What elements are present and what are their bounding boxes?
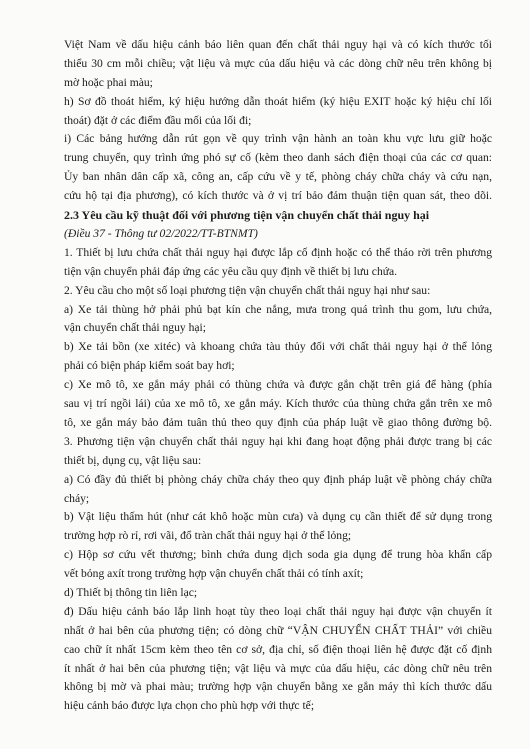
text-line: mờ hoặc phai màu;	[64, 75, 153, 89]
text-line: không bị mờ và phai màu; trường hợp vận chuyển bằng xe gắn máy thì kích thước dấu	[64, 680, 492, 694]
text-line: cứu hộ tại địa phương), có kích thước và ở vị trí bảo đảm thuận tiện quan sát, theo dõi.	[64, 189, 492, 203]
text-line: ít nhất ở hai bên của phương tiện; vật liệu và mực của dấu hiệu, các dòng chữ nêu trên	[64, 661, 492, 675]
text-line: 1. Thiết bị lưu chứa chất thải nguy hại được lắp cố định hoặc có thể tháo rời trên phương	[64, 245, 492, 259]
text-line: d) Thiết bị thông tin liên lạc;	[64, 586, 198, 600]
section-heading: 2.3 Yêu cầu kỹ thuật đối với phương tiện vận chuyển chất thải nguy hại	[64, 208, 430, 223]
text-line: hiệu cảnh báo được lựa chọn cho phù hợp với thực tế;	[64, 699, 315, 713]
text-line: 2. Yêu cầu cho một số loại phương tiện vận chuyển chất thải nguy hại như sau:	[64, 283, 431, 297]
text-line: b) Vật liệu thấm hút (như cát khô hoặc mùn cưa) và dụng cụ cần thiết để sử dụng trong	[64, 510, 492, 524]
text-line: cháy;	[64, 491, 90, 505]
text-line: phải có biện pháp kiểm soát bay hơi;	[64, 359, 235, 373]
text-line: thiết bị, dụng cụ, vật liệu sau:	[64, 453, 202, 467]
text-line: thiểu 30 cm mỗi chiều; vật liệu và mực của dấu hiệu và các dòng chữ nêu trên không bị	[64, 56, 492, 70]
text-line: đ) Dấu hiệu cảnh báo lắp linh hoạt tùy theo loại chất thải nguy hại được vận chuyển ít	[64, 604, 492, 618]
text-line: h) Sơ đồ thoát hiểm, ký hiệu hướng dẫn thoát hiểm (ký hiệu EXIT hoặc ký hiệu chỉ lối	[64, 94, 492, 108]
text-line: i) Các bảng hướng dẫn rút gọn về quy trình vận hành an toàn khu vực lưu giữ hoặc	[64, 132, 492, 146]
text-line: Việt Nam về dấu hiệu cảnh báo liên quan đến chất thải nguy hại và có kích thước tối	[64, 38, 492, 51]
text-line: thoát) đặt ở các điểm đầu mối của lối đi;	[64, 113, 252, 127]
text-line: vết bỏng axít trong trường hợp vận chuyển chất thải có tính axít;	[64, 567, 364, 581]
text-line: b) Xe tải bồn (xe xitéc) và khoang chứa tàu thủy đối với chất thải nguy hại ở thể lỏng	[64, 340, 492, 354]
text-line: Ủy ban nhân dân cấp xã, công an, cấp cứu về y tế, phòng cháy chữa cháy và cứu nạn,	[64, 170, 492, 184]
text-line: 3. Phương tiện vận chuyển chất thải nguy hại khi đang hoạt động phải được trang bị các	[64, 434, 492, 448]
text-line: tô, xe gắn máy bảo đảm tuân thủ theo quy định của pháp luật về giao thông đường bộ.	[64, 415, 492, 429]
text-line: c) Xe mô tô, xe gắn máy phải có thùng chứa và được gắn chặt trên giá để hàng (phía	[64, 378, 492, 392]
text-line: c) Hộp sơ cứu vết thương; bình chứa dung dịch soda gia dụng để trung hòa khẩn cấp	[64, 548, 492, 562]
text-line: trường hợp rò rỉ, rơi vãi, đổ tràn chất thải nguy hại ở thể lỏng;	[64, 529, 352, 543]
text-line: cao chữ ít nhất 15cm kèm theo tên cơ sở, địa chỉ, số điện thoại liên hệ được đặt cố định	[64, 642, 492, 656]
text-line: trung chuyển, quy trình ứng phó sự cố (kèm theo danh sách điện thoại của các cơ quan:	[64, 151, 492, 165]
legal-reference: (Điều 37 - Thông tư 02/2022/TT-BTNMT)	[64, 226, 258, 240]
text-line: nhất ở hai bên của phương tiện; có dòng chữ “VẬN CHUYỂN CHẤT THẢI” với chiều	[64, 623, 492, 637]
text-line: a) Có đầy đủ thiết bị phòng cháy chữa cháy theo quy định pháp luật về phòng cháy chữa	[64, 472, 492, 486]
text-line: sau vị trí ngồi lái) của xe mô tô, xe gắn máy. Kích thước của thùng chứa gắn trên xe mô	[64, 397, 492, 411]
text-line: a) Xe tải thùng hở phải phủ bạt kín che nắng, mưa trong quá trình thu gom, lưu chứa,	[64, 302, 492, 316]
text-line: vận chuyển chất thải nguy hại;	[64, 321, 206, 335]
text-line: tiện vận chuyển phải đáp ứng các yêu cầu quy định về thiết bị lưu chứa.	[64, 264, 398, 278]
